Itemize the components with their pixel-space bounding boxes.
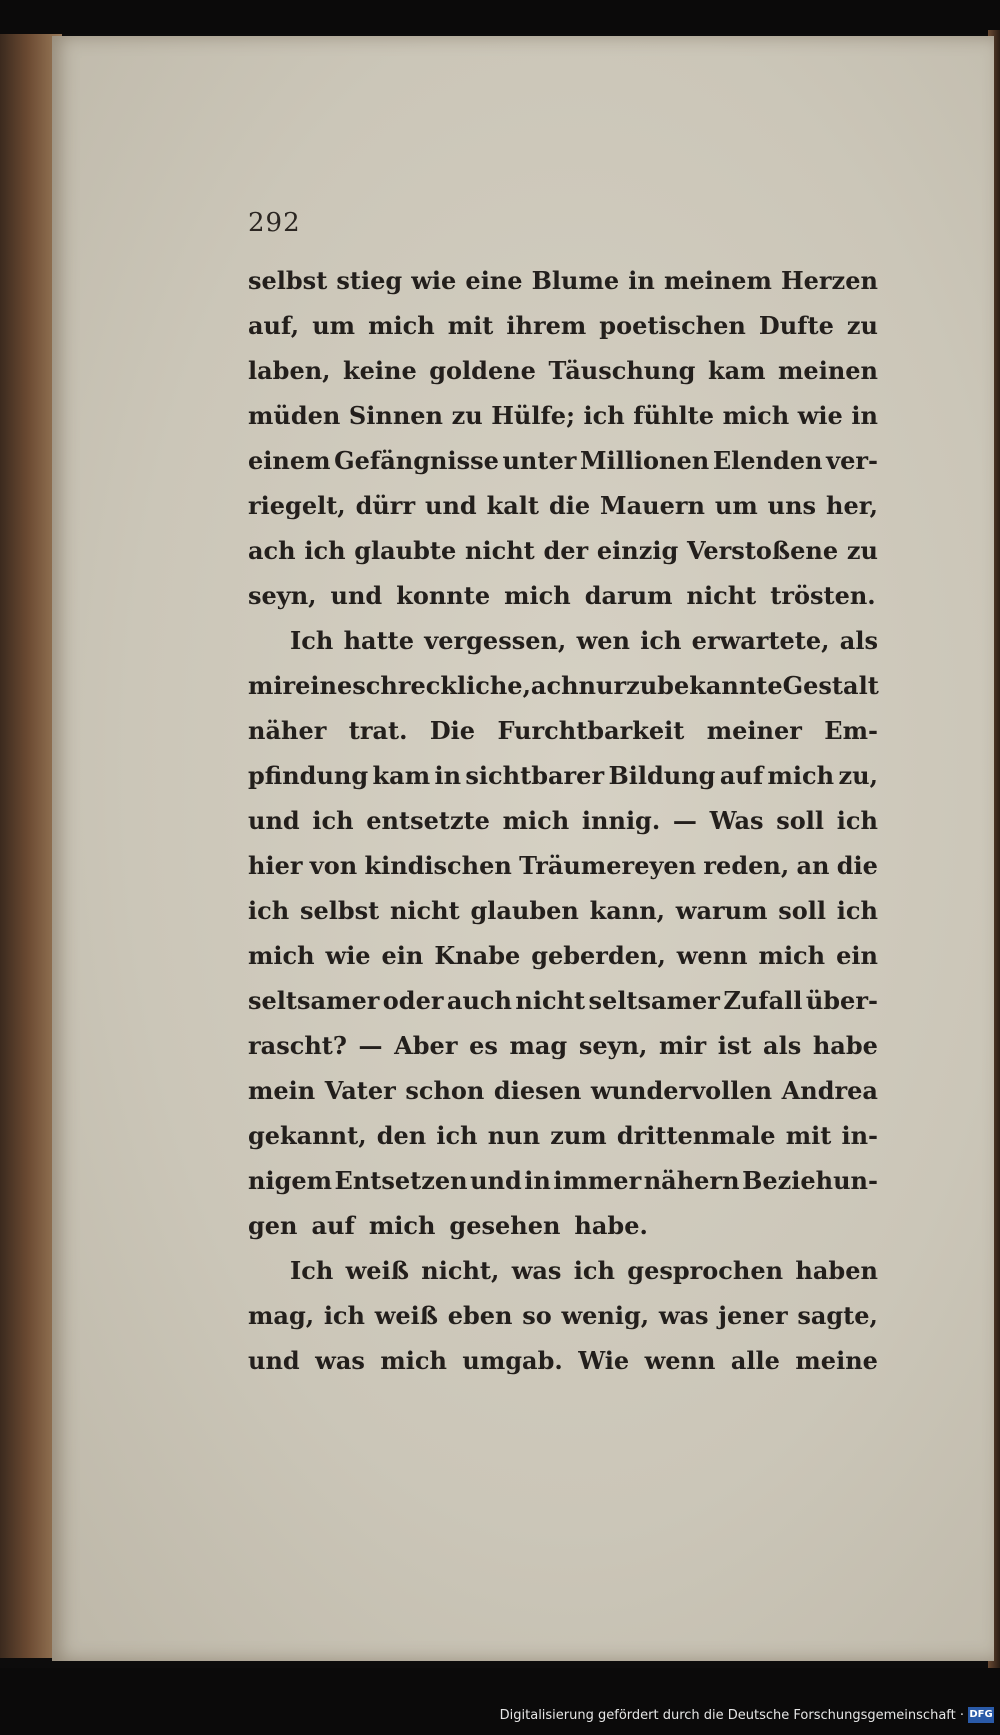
word: schon <box>405 1076 485 1105</box>
word: mich <box>368 311 435 340</box>
text-line <box>248 438 878 483</box>
word: in <box>851 401 878 430</box>
word: umgab. <box>462 1346 563 1375</box>
word: immer <box>553 1166 642 1195</box>
text-line <box>248 393 878 438</box>
digitization-credit: Digitalisierung gefördert durch die Deutsche Forschungsgemeinschaft · <box>499 1708 964 1723</box>
word: Ich <box>290 626 334 655</box>
word: Elenden <box>712 446 823 475</box>
word: stieg <box>336 266 403 295</box>
word: in- <box>841 1121 878 1150</box>
word: um <box>714 491 758 520</box>
word: laben, <box>248 356 331 385</box>
word: keine <box>343 356 417 385</box>
word: seyn, <box>578 1031 648 1060</box>
word: Andrea <box>781 1076 878 1105</box>
word: trat. <box>348 716 408 745</box>
word: gen <box>248 1211 298 1240</box>
word: Bildung <box>608 761 716 790</box>
text-line <box>248 1338 878 1383</box>
word: den <box>376 1121 427 1150</box>
word: einem <box>248 446 331 475</box>
word: zu <box>846 311 878 340</box>
word: schreckliche, <box>352 671 531 700</box>
word: die <box>548 491 591 520</box>
word: mein <box>248 1076 316 1105</box>
word: ich <box>573 1256 615 1285</box>
word: so <box>522 1301 552 1330</box>
word: ein <box>381 941 424 970</box>
word: mit <box>785 1121 832 1150</box>
text-line <box>248 888 878 933</box>
word: ich <box>436 1121 478 1150</box>
text-line <box>248 1113 878 1158</box>
word: einzig <box>596 536 679 565</box>
text-line <box>248 258 878 303</box>
word: Entsetzen <box>334 1166 468 1195</box>
word: in <box>628 266 655 295</box>
word: was <box>658 1301 709 1330</box>
word: wen <box>576 626 630 655</box>
word: und <box>248 806 300 835</box>
word: darum <box>584 581 673 610</box>
text-line <box>248 1158 878 1203</box>
word: ich <box>323 1301 365 1330</box>
text-line <box>248 708 878 753</box>
word: meiner <box>706 716 802 745</box>
word: wenn <box>676 941 748 970</box>
word: nähern <box>643 1166 740 1195</box>
word: ich <box>304 536 346 565</box>
word: riegelt, <box>248 491 346 520</box>
word: Em- <box>824 716 878 745</box>
word: Hülfe; <box>491 401 575 430</box>
scan-top-border <box>0 0 1000 34</box>
word: seltsamer <box>588 986 720 1015</box>
word: glauben <box>470 896 579 925</box>
word: mich <box>504 581 571 610</box>
word: mir <box>248 671 296 700</box>
word: Herzen <box>780 266 878 295</box>
word: Aber <box>394 1031 458 1060</box>
text-line <box>248 978 878 1023</box>
word: nun <box>487 1121 541 1150</box>
word: an <box>796 851 830 880</box>
word: meinem <box>663 266 772 295</box>
word: ver- <box>826 446 878 475</box>
word: Verstoßene <box>686 536 839 565</box>
text-line <box>248 528 878 573</box>
word: eine <box>465 266 523 295</box>
word: wie <box>411 266 457 295</box>
word: von <box>309 851 358 880</box>
text-line <box>248 933 878 978</box>
word: zu <box>451 401 483 430</box>
word: Wie <box>578 1346 630 1375</box>
word: und <box>425 491 477 520</box>
dfg-logo-icon: DFG <box>968 1707 994 1723</box>
word: oder <box>382 986 444 1015</box>
word: seltsamer <box>248 986 380 1015</box>
word: weiß <box>345 1256 409 1285</box>
word: wenn <box>644 1346 716 1375</box>
word: drittenmale <box>616 1121 776 1150</box>
word: und <box>248 1346 300 1375</box>
word: mag, <box>248 1301 315 1330</box>
scan-footer <box>0 1668 1000 1735</box>
word: auf <box>719 761 764 790</box>
word: Gestalt <box>782 671 879 700</box>
word: mag <box>509 1031 568 1060</box>
word: weiß <box>374 1301 438 1330</box>
word: Beziehun- <box>742 1166 878 1195</box>
word: und <box>330 581 383 610</box>
word: entsetzte <box>366 806 490 835</box>
word: rascht? <box>248 1031 347 1060</box>
word: nicht <box>686 581 757 610</box>
word: auch <box>446 986 512 1015</box>
word: Täuschung <box>548 356 696 385</box>
word: als <box>763 1031 802 1060</box>
word: soll <box>778 896 826 925</box>
word: wie <box>325 941 371 970</box>
word: und <box>470 1166 522 1195</box>
word: soll <box>776 806 825 835</box>
text-line <box>248 753 878 798</box>
word: jener <box>718 1301 788 1330</box>
word: meine <box>795 1346 878 1375</box>
text-line <box>248 1248 878 1293</box>
word: haben <box>795 1256 878 1285</box>
word: zum <box>550 1121 607 1150</box>
word: wenig, <box>561 1301 650 1330</box>
word: auf, <box>248 311 300 340</box>
body-text <box>248 258 878 1383</box>
text-line <box>248 348 878 393</box>
text-line <box>248 483 878 528</box>
word: Sinnen <box>348 401 443 430</box>
word: es <box>469 1031 498 1060</box>
word: Zufall <box>723 986 803 1015</box>
word: warum <box>675 896 768 925</box>
word: konnte <box>396 581 491 610</box>
word: her, <box>826 491 878 520</box>
word: kam <box>372 761 431 790</box>
word: mich <box>380 1346 447 1375</box>
text-line <box>248 1068 878 1113</box>
word: mich <box>767 761 835 790</box>
word: diesen <box>493 1076 582 1105</box>
word: ein <box>836 941 878 970</box>
text-line <box>248 843 878 888</box>
word: seyn, <box>248 581 317 610</box>
word: wie <box>797 401 843 430</box>
word: ich <box>248 896 290 925</box>
word: der <box>543 536 589 565</box>
word: habe <box>812 1031 878 1060</box>
word: ich <box>312 806 354 835</box>
word: was <box>315 1346 365 1375</box>
word: geberden, <box>531 941 666 970</box>
word: erwartete, <box>691 626 830 655</box>
word: ach <box>248 536 296 565</box>
word: zu <box>846 536 878 565</box>
word: eben <box>447 1301 513 1330</box>
word: sagte, <box>797 1301 878 1330</box>
word: gesprochen <box>627 1256 784 1285</box>
word: eine <box>295 671 353 700</box>
word: ihrem <box>506 311 587 340</box>
word: innig. <box>581 806 661 835</box>
page-number: 292 <box>248 208 301 238</box>
word: nur <box>578 671 627 700</box>
word: kam <box>707 356 766 385</box>
word: mich <box>758 941 826 970</box>
word: als <box>839 626 878 655</box>
word: kalt <box>486 491 540 520</box>
text-line <box>248 1023 878 1068</box>
word: Träumereyen <box>519 851 697 880</box>
word: kindischen <box>364 851 512 880</box>
word: gesehen <box>449 1211 561 1240</box>
word: müden <box>248 401 341 430</box>
word: — <box>358 1031 383 1060</box>
text-line <box>248 573 878 618</box>
word: sichtbarer <box>465 761 605 790</box>
word: um <box>312 311 356 340</box>
word: über- <box>805 986 878 1015</box>
word: nicht <box>515 986 586 1015</box>
word: goldene <box>429 356 536 385</box>
word: Ich <box>290 1256 334 1285</box>
word: trösten. <box>770 581 876 610</box>
word: nicht <box>389 896 460 925</box>
word: meinen <box>778 356 878 385</box>
word: ich <box>836 806 878 835</box>
word: alle <box>730 1346 780 1375</box>
word: mich <box>248 941 315 970</box>
word: mit <box>447 311 494 340</box>
word: nigem <box>248 1166 333 1195</box>
word: Dufte <box>758 311 834 340</box>
text-line <box>248 303 878 348</box>
word: selbst <box>299 896 380 925</box>
word: Was <box>709 806 764 835</box>
word: in <box>434 761 462 790</box>
word: wundervollen <box>590 1076 773 1105</box>
word: die <box>836 851 878 880</box>
word: ich <box>583 401 625 430</box>
word: auf <box>311 1211 355 1240</box>
text-line <box>248 618 878 663</box>
word: — <box>672 806 697 835</box>
word: mich <box>368 1211 436 1240</box>
word: Mauern <box>600 491 705 520</box>
word: Vater <box>324 1076 396 1105</box>
word: ich <box>836 896 878 925</box>
text-line <box>248 1203 878 1248</box>
word: Gefängnisse <box>334 446 499 475</box>
word: hier <box>248 851 303 880</box>
word: fühlte <box>633 401 714 430</box>
word: bekannte <box>657 671 783 700</box>
word: Millionen <box>580 446 710 475</box>
word: ist <box>717 1031 752 1060</box>
text-line <box>248 663 878 708</box>
word: hatte <box>343 626 415 655</box>
word: vergessen, <box>424 626 567 655</box>
word: Furchtbarkeit <box>497 716 685 745</box>
word: ich <box>640 626 682 655</box>
word: näher <box>248 716 327 745</box>
text-line <box>248 798 878 843</box>
word: Die <box>429 716 476 745</box>
word: mich <box>502 806 570 835</box>
word: Blume <box>531 266 620 295</box>
text-line <box>248 1293 878 1338</box>
word: uns <box>767 491 817 520</box>
word: Knabe <box>434 941 521 970</box>
word: unter <box>502 446 577 475</box>
word: poetischen <box>599 311 746 340</box>
word: gekannt, <box>248 1121 367 1150</box>
word: selbst <box>248 266 328 295</box>
word: in <box>524 1166 551 1195</box>
word: dürr <box>355 491 416 520</box>
word: mir <box>658 1031 707 1060</box>
word: nicht <box>465 536 535 565</box>
word: mich <box>722 401 790 430</box>
word: was <box>511 1256 562 1285</box>
word: zu, <box>838 761 878 790</box>
word: zu <box>626 671 658 700</box>
word: pfindung <box>248 761 369 790</box>
word: kann, <box>589 896 666 925</box>
word: glaubte <box>354 536 457 565</box>
word: nicht, <box>421 1256 500 1285</box>
word: ach <box>530 671 579 700</box>
word: habe. <box>574 1211 648 1240</box>
word: reden, <box>703 851 790 880</box>
